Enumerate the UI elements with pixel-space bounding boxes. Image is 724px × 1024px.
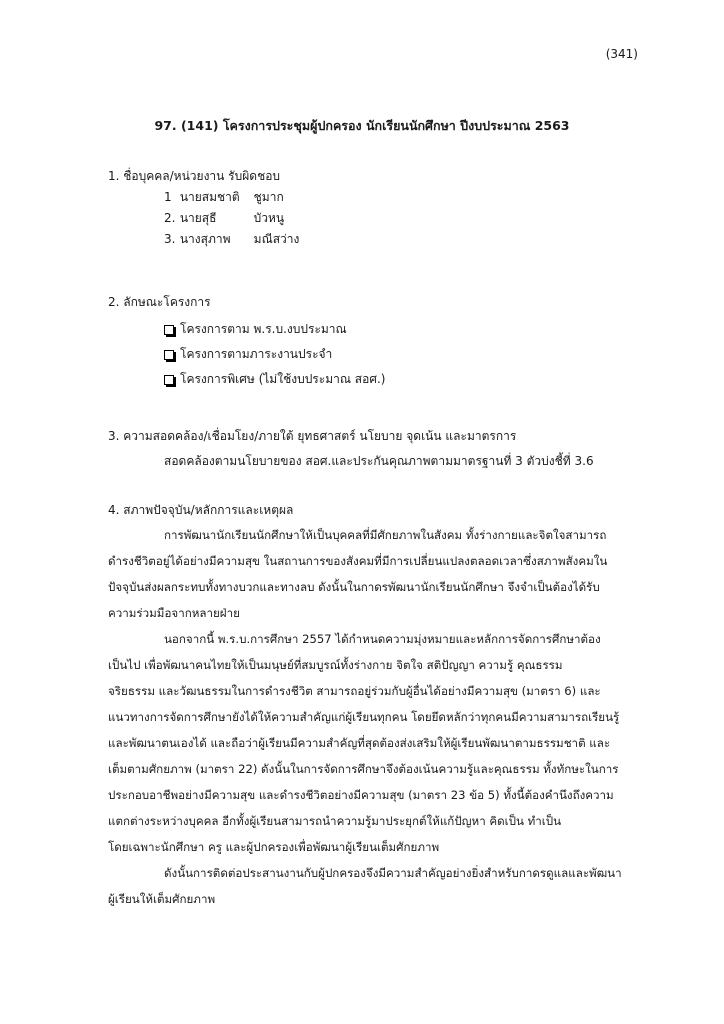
section-alignment bbox=[108, 426, 638, 472]
paragraph-line: ผู้เรียนให้เต็มศักยภาพ bbox=[108, 892, 216, 906]
project-type-option bbox=[108, 344, 638, 365]
project-type-option bbox=[108, 319, 638, 340]
paragraph-line: ดังนั้นการติดต่อประสานงานกับผู้ปกครองจึงมีความสำคัญอย่างยิ่งสำหรับกาดรดูแลและพัฒนา bbox=[164, 866, 622, 880]
paragraph-line: เป็นไป เพื่อพัฒนาคนไทยให้เป็นมนุษย์ที่สมบูรณ์ทั้งร่างกาย จิตใจ สติปัญญา ความรู้ คุณธรรม bbox=[108, 658, 563, 672]
paragraph-line: จริยธรรม และวัฒนธรรมในการดำรงชีวิต สามารถอยู่ร่วมกับผู้อื่นได้อย่างมีความสุข (มาตรา 6) และ bbox=[108, 684, 601, 698]
checkbox-icon bbox=[164, 325, 174, 335]
paragraph-line: และพัฒนาตนเองได้ และถือว่าผู้เรียนมีความสำคัญที่สุดต้องส่งเสริมให้ผู้เรียนพัฒนาตามธรรมชาติ และ bbox=[108, 736, 611, 750]
section-responsible bbox=[108, 166, 638, 250]
person-number: 3. bbox=[164, 232, 176, 246]
rationale-body bbox=[108, 522, 638, 912]
paragraph-line: ประกอบอาชีพอย่างมีความสุข และดำรงชีวิตอย่างมีความสุข (มาตรา 23 ข้อ 5) ทั้งนี้ต้องคำนึงถึงความ bbox=[108, 788, 614, 802]
section-2-heading: 2. ลักษณะโครงการ bbox=[108, 295, 211, 309]
person-row bbox=[108, 208, 638, 229]
paragraph-line: แตกต่างระหว่างบุคคล อีกทั้งผู้เรียนสามารถนำความรู้มาประยุกต์ให้แก้ปัญหา คิดเป็น ทำเป็น bbox=[108, 814, 562, 828]
person-number: 1 bbox=[164, 190, 172, 204]
paragraph-line: ดำรงชีวิตอยู่ได้อย่างมีความสุข ในสถานการของสังคมที่มีการเปลี่ยนแปลงตลอดเวลาซึ่งสภาพสังคมใน bbox=[108, 554, 608, 568]
section-3-heading: 3. ความสอดคล้อง/เชื่อมโยง/ภายใต้ ยุทธศาสตร์ นโยบาย จุดเน้น และมาตรการ bbox=[108, 429, 517, 443]
section-project-type bbox=[108, 292, 638, 390]
option-label: โครงการพิเศษ (ไม่ใช้งบประมาณ สอศ.) bbox=[180, 372, 386, 386]
person-surname: มณีสว่าง bbox=[253, 232, 300, 246]
option-label: โครงการตาม พ.ร.บ.งบประมาณ bbox=[180, 322, 347, 336]
person-name: นายสมชาติ bbox=[179, 190, 240, 204]
person-number: 2. bbox=[164, 211, 176, 225]
section-rationale bbox=[108, 500, 638, 521]
person-name: นายสุธี bbox=[179, 211, 217, 225]
page-number: (341) bbox=[605, 47, 638, 61]
person-row bbox=[108, 229, 638, 250]
paragraph-line: ความร่วมมือจากหลายฝ่าย bbox=[108, 606, 240, 620]
paragraph-line: การพัฒนานักเรียนนักศึกษาให้เป็นบุคคลที่มีศักยภาพในสังคม ทั้งร่างกายและจิตใจสามารถ bbox=[164, 528, 607, 542]
person-surname: บัวหนู bbox=[253, 211, 285, 225]
person-name: นางสุภาพ bbox=[179, 232, 231, 246]
paragraph-line: ปัจจุบันส่งผลกระทบทั้งทางบวกและทางลบ ดังนั้นในกาดรพัฒนานักเรียนนักศึกษา จึงจำเป็นต้องได้รับ bbox=[108, 580, 600, 594]
project-type-option bbox=[108, 369, 638, 390]
option-label: โครงการตามภาระงานประจำ bbox=[180, 347, 333, 361]
paragraph-line: เต็มตามศักยภาพ (มาตรา 22) ดังนั้นในการจัดการศึกษาจึงต้องเน้นความรู้และคุณธรรม ทั้งทักษะในการ bbox=[108, 762, 619, 776]
paragraph-line: แนวทางการจัดการศึกษายังได้ให้ความสำคัญแก่ผู้เรียนทุกคน โดยยึดหลักว่าทุกคนมีความสามารถเรียนรู้ bbox=[108, 710, 620, 724]
document-title: 97. (141) โครงการประชุมผู้ปกครอง นักเรียนนักศึกษา ปีงบประมาณ 2563 bbox=[154, 118, 570, 133]
checkbox-icon bbox=[164, 375, 174, 385]
section-4-heading: 4. สภาพปัจจุบัน/หลักการและเหตุผล bbox=[108, 503, 294, 517]
alignment-text: สอดคล้องตามนโยบายของ สอศ.และประกันคุณภาพตามมาตรฐานที่ 3 ตัวบ่งชี้ที่ 3.6 bbox=[164, 454, 594, 468]
paragraph-line: โดยเฉพาะนักศึกษา ครู และผู้ปกครองเพื่อพัฒนาผู้เรียนเต็มศักยภาพ bbox=[108, 840, 440, 854]
person-surname: ชูมาก bbox=[253, 190, 284, 204]
section-1-heading: 1. ชื่อบุคคล/หน่วยงาน รับผิดชอบ bbox=[108, 169, 281, 183]
checkbox-icon bbox=[164, 350, 174, 360]
person-row bbox=[108, 187, 638, 208]
paragraph-line: นอกจากนี้ พ.ร.บ.การศึกษา 2557 ได้กำหนดความมุ่งหมายและหลักการจัดการศึกษาต้อง bbox=[164, 632, 601, 646]
